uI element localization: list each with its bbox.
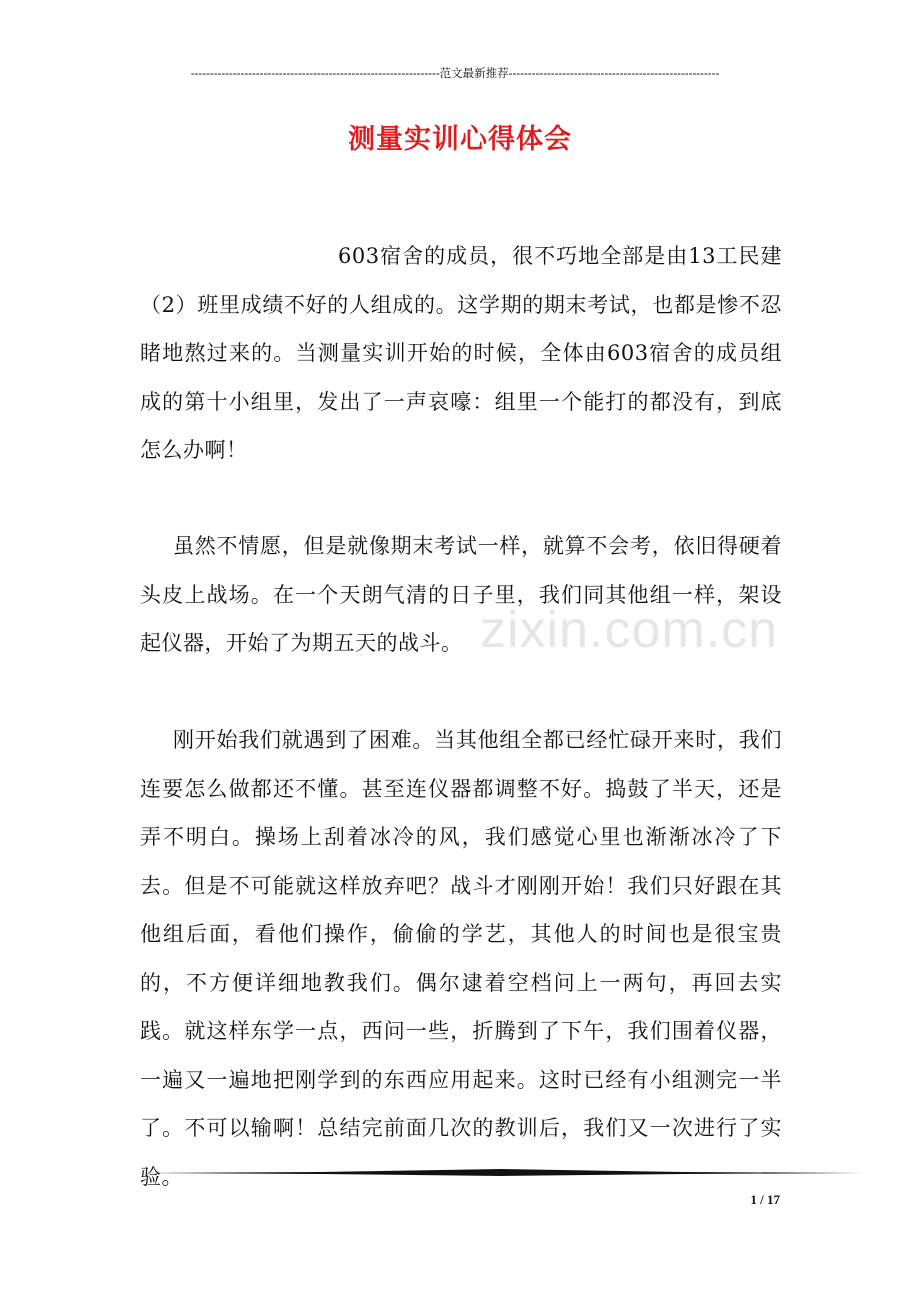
footer-divider	[140, 1166, 864, 1178]
paragraph-3: 刚开始我们就遇到了困难。当其他组全都已经忙碌开来时，我们连要怎么做都还不懂。甚至连仪器都调整不好。捣鼓了半天，还是弄不明白。操场上刮着冰冷的风，我们感觉心里也渐渐冰冷了下去。但是不可能就这样放弃吧？战斗才刚刚开始！我们只好跟在其他组后面，看他们操作，偷偷的学艺，其他人的时间也是很宝贵的，不方便详细地教我们。偶尔逮着空档问上一两句，再回去实践。就这样东学一点，西问一些，折腾到了下午，我们围着仪器，一遍又一遍地把刚学到的东西应用起来。这时已经有小组测完一半了。不可以输啊！总结完前面几次的教训后，我们又一次进行了实验。	[140, 728, 782, 1189]
paragraph-2: 虽然不情愿，但是就像期末考试一样，就算不会考，依旧得硬着头皮上战场。在一个天朗气清的日子里，我们同其他组一样，架设起仪器，开始了为期五天的战斗。	[140, 534, 782, 655]
page-number: 1 / 17	[750, 1192, 780, 1207]
watermark: zixin.com.cn	[480, 601, 779, 659]
paragraph-1: 603宿舍的成员，很不巧地全部是由13工民建（2）班里成绩不好的人组成的。这学期的期末考试，也都是惨不忍睹地熬过来的。当测量实训开始的时候，全体由603宿舍的成员组成的第十小组里，发出了一声哀嚎：组里一个能打的都没有，到底怎么办啊！	[140, 244, 782, 462]
document-title: 测量实训心得体会	[348, 124, 572, 155]
page-header-banner: -----------------------------------------------------------------范文最新推荐-------------------------------------------------------	[190, 68, 720, 80]
